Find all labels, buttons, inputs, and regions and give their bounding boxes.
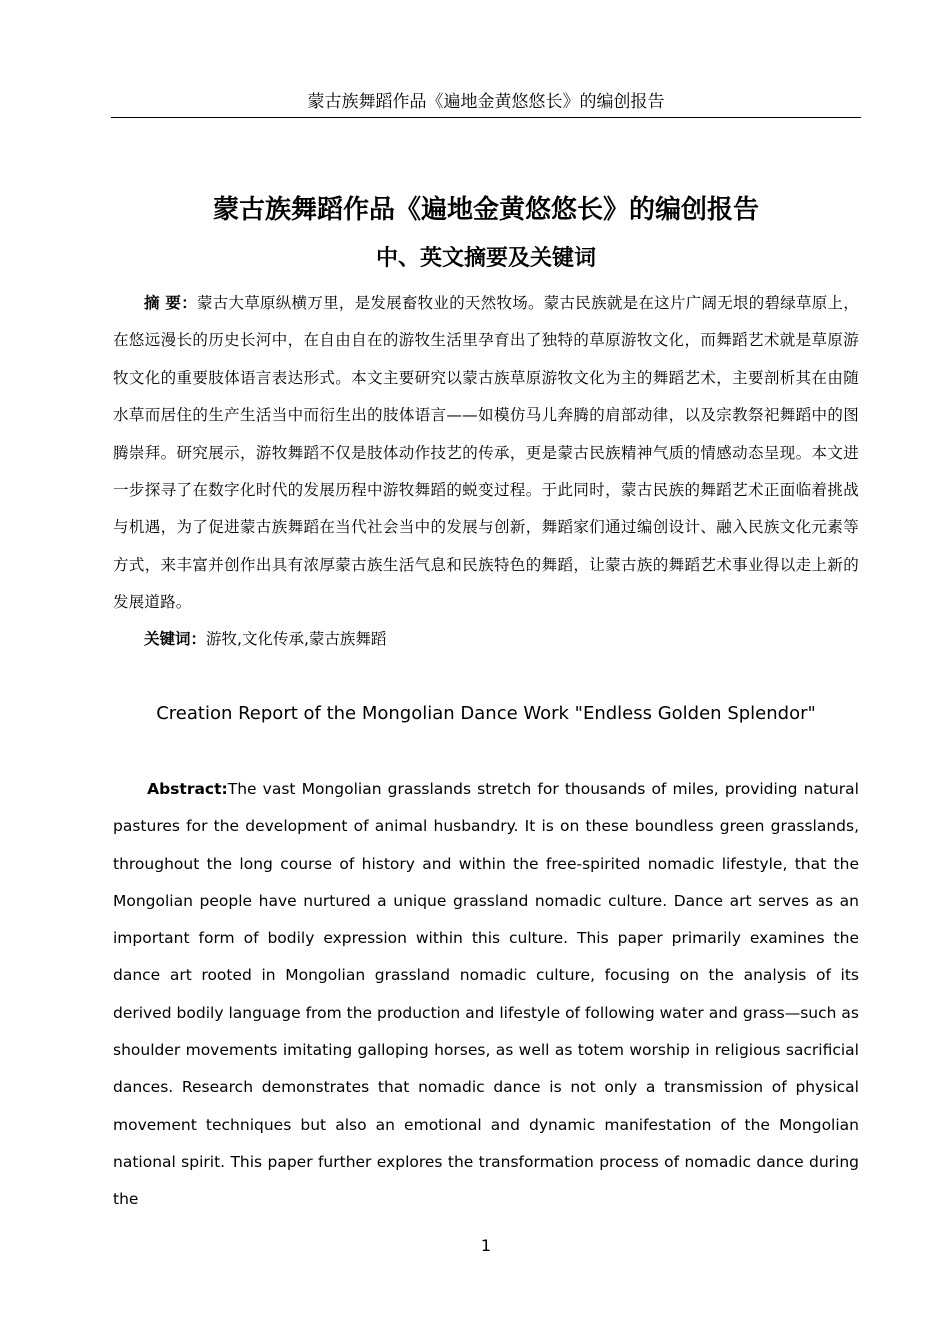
running-header: 蒙古族舞蹈作品《遍地金黄悠悠长》的编创报告 <box>307 92 665 112</box>
chinese-abstract-text: 蒙古大草原纵横万里，是发展畜牧业的天然牧场。蒙古民族就是在这片广阔无垠的碧绿草原上，在悠远漫长的历史长河中，在自由自在的游牧生活里孕育出了独特的草原游牧文化，而舞蹈艺术就是草原游牧文化的重要肢体语言表达形式。本文主要研究以蒙古族草原游牧文化为主的舞蹈艺术，主要剖析其在由随水草而居住的生产生活当中而衍生出的肢体语言——如模仿马儿奔腾的肩部动律，以及宗教祭祀舞蹈中的图腾崇拜。研究展示，游牧舞蹈不仅是肢体动作技艺的传承，更是蒙古民族精神气质的情感动态呈现。本文进一步探寻了在数字化时代的发展历程中游牧舞蹈的蜕变过程。于此同时，蒙古民族的舞蹈艺术正面临着挑战与机遇，为了促进蒙古族舞蹈在当代社会当中的发展与创新，舞蹈家们通过编创设计、融入民族文化元素等方式，来丰富并创作出具有浓厚蒙古族生活气息和民族特色的舞蹈，让蒙古族的舞蹈艺术事业得以走上新的发展道路。 <box>113 294 860 612</box>
chinese-keywords <box>113 621 859 658</box>
chinese-keywords-label: 关键词： <box>144 630 207 648</box>
english-title: Creation Report of the Mongolian Dance Work "Endless Golden Splendor" <box>156 703 816 724</box>
chinese-abstract <box>113 285 859 622</box>
section-subtitle: 中、英文摘要及关键词 <box>375 246 596 271</box>
english-abstract <box>113 771 859 1219</box>
chinese-keywords-text: 游牧,文化传承,蒙古族舞蹈 <box>206 630 387 648</box>
english-abstract-label: Abstract: <box>147 780 228 798</box>
page-title: 蒙古族舞蹈作品《遍地金黄悠悠长》的编创报告 <box>212 195 759 225</box>
page-number: 1 <box>480 1236 492 1255</box>
header-divider <box>111 117 861 118</box>
english-abstract-text: The vast Mongolian grasslands stretch for thousands of miles, providing natural pastures for the development of animal husbandry. It is on these boundless green grasslands, throughout the long course of history and within the free-spirited nomadic lifestyle, that the Mongolian people have nurtured a unique grassland nomadic culture. Dance art serves as an important form of bodily expression within this culture. This paper primarily examines the dance art rooted in Mongolian grassland nomadic culture, focusing on the analysis of its derived bodily language from the production and lifestyle of following water and grass—such as shoulder movements imitating galloping horses, as well as totem worship in religious sacrificial dances. Research demonstrates that nomadic dance is not only a transmission of physical movement techniques but also an emotional and dynamic manifestation of the Mongolian national spirit. This paper further explores the transformation process of nomadic dance during the <box>113 780 859 1209</box>
chinese-abstract-label: 摘 要： <box>144 294 197 312</box>
